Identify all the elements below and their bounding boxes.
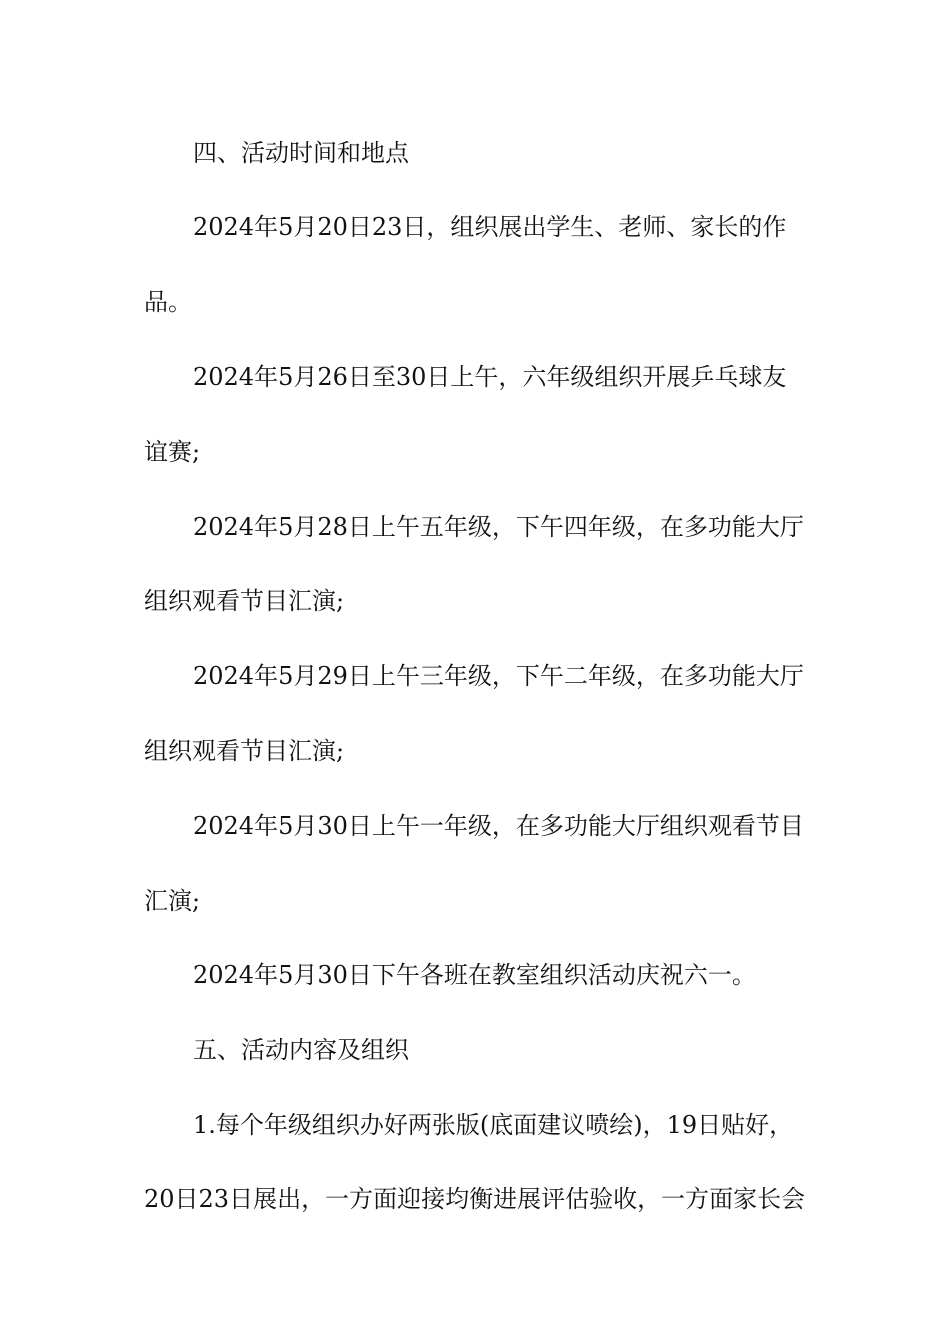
paragraph-line: 2024年5月28日上午五年级，下午四年级，在多功能大厅 — [193, 513, 804, 541]
paragraph-line: 2024年5月26日至30日上午，六年级组织开展乒乓球友 — [193, 363, 787, 391]
paragraph-line: 谊赛; — [144, 438, 201, 466]
paragraph-line: 1.每个年级组织办好两张版(底面建议喷绘)，19日贴好， — [193, 1111, 794, 1139]
paragraph-line: 品。 — [144, 288, 192, 316]
paragraph-line: 组织观看节目汇演; — [144, 587, 345, 615]
paragraph-line: 2024年5月30日上午一年级，在多功能大厅组织观看节目 — [193, 812, 804, 840]
section-heading-content-organization: 五、活动内容及组织 — [193, 1036, 409, 1064]
section-heading-time-place: 四、活动时间和地点 — [193, 139, 409, 167]
paragraph-line: 2024年5月30日下午各班在教室组织活动庆祝六一。 — [193, 961, 756, 989]
paragraph-line: 汇演; — [144, 887, 201, 915]
paragraph-line: 组织观看节目汇演; — [144, 737, 345, 765]
paragraph-line: 2024年5月29日上午三年级，下午二年级，在多功能大厅 — [193, 662, 804, 690]
paragraph-line: 2024年5月20日23日，组织展出学生、老师、家长的作 — [193, 213, 787, 241]
paragraph-line: 20日23日展出，一方面迎接均衡进展评估验收，一方面家长会 — [144, 1185, 806, 1213]
